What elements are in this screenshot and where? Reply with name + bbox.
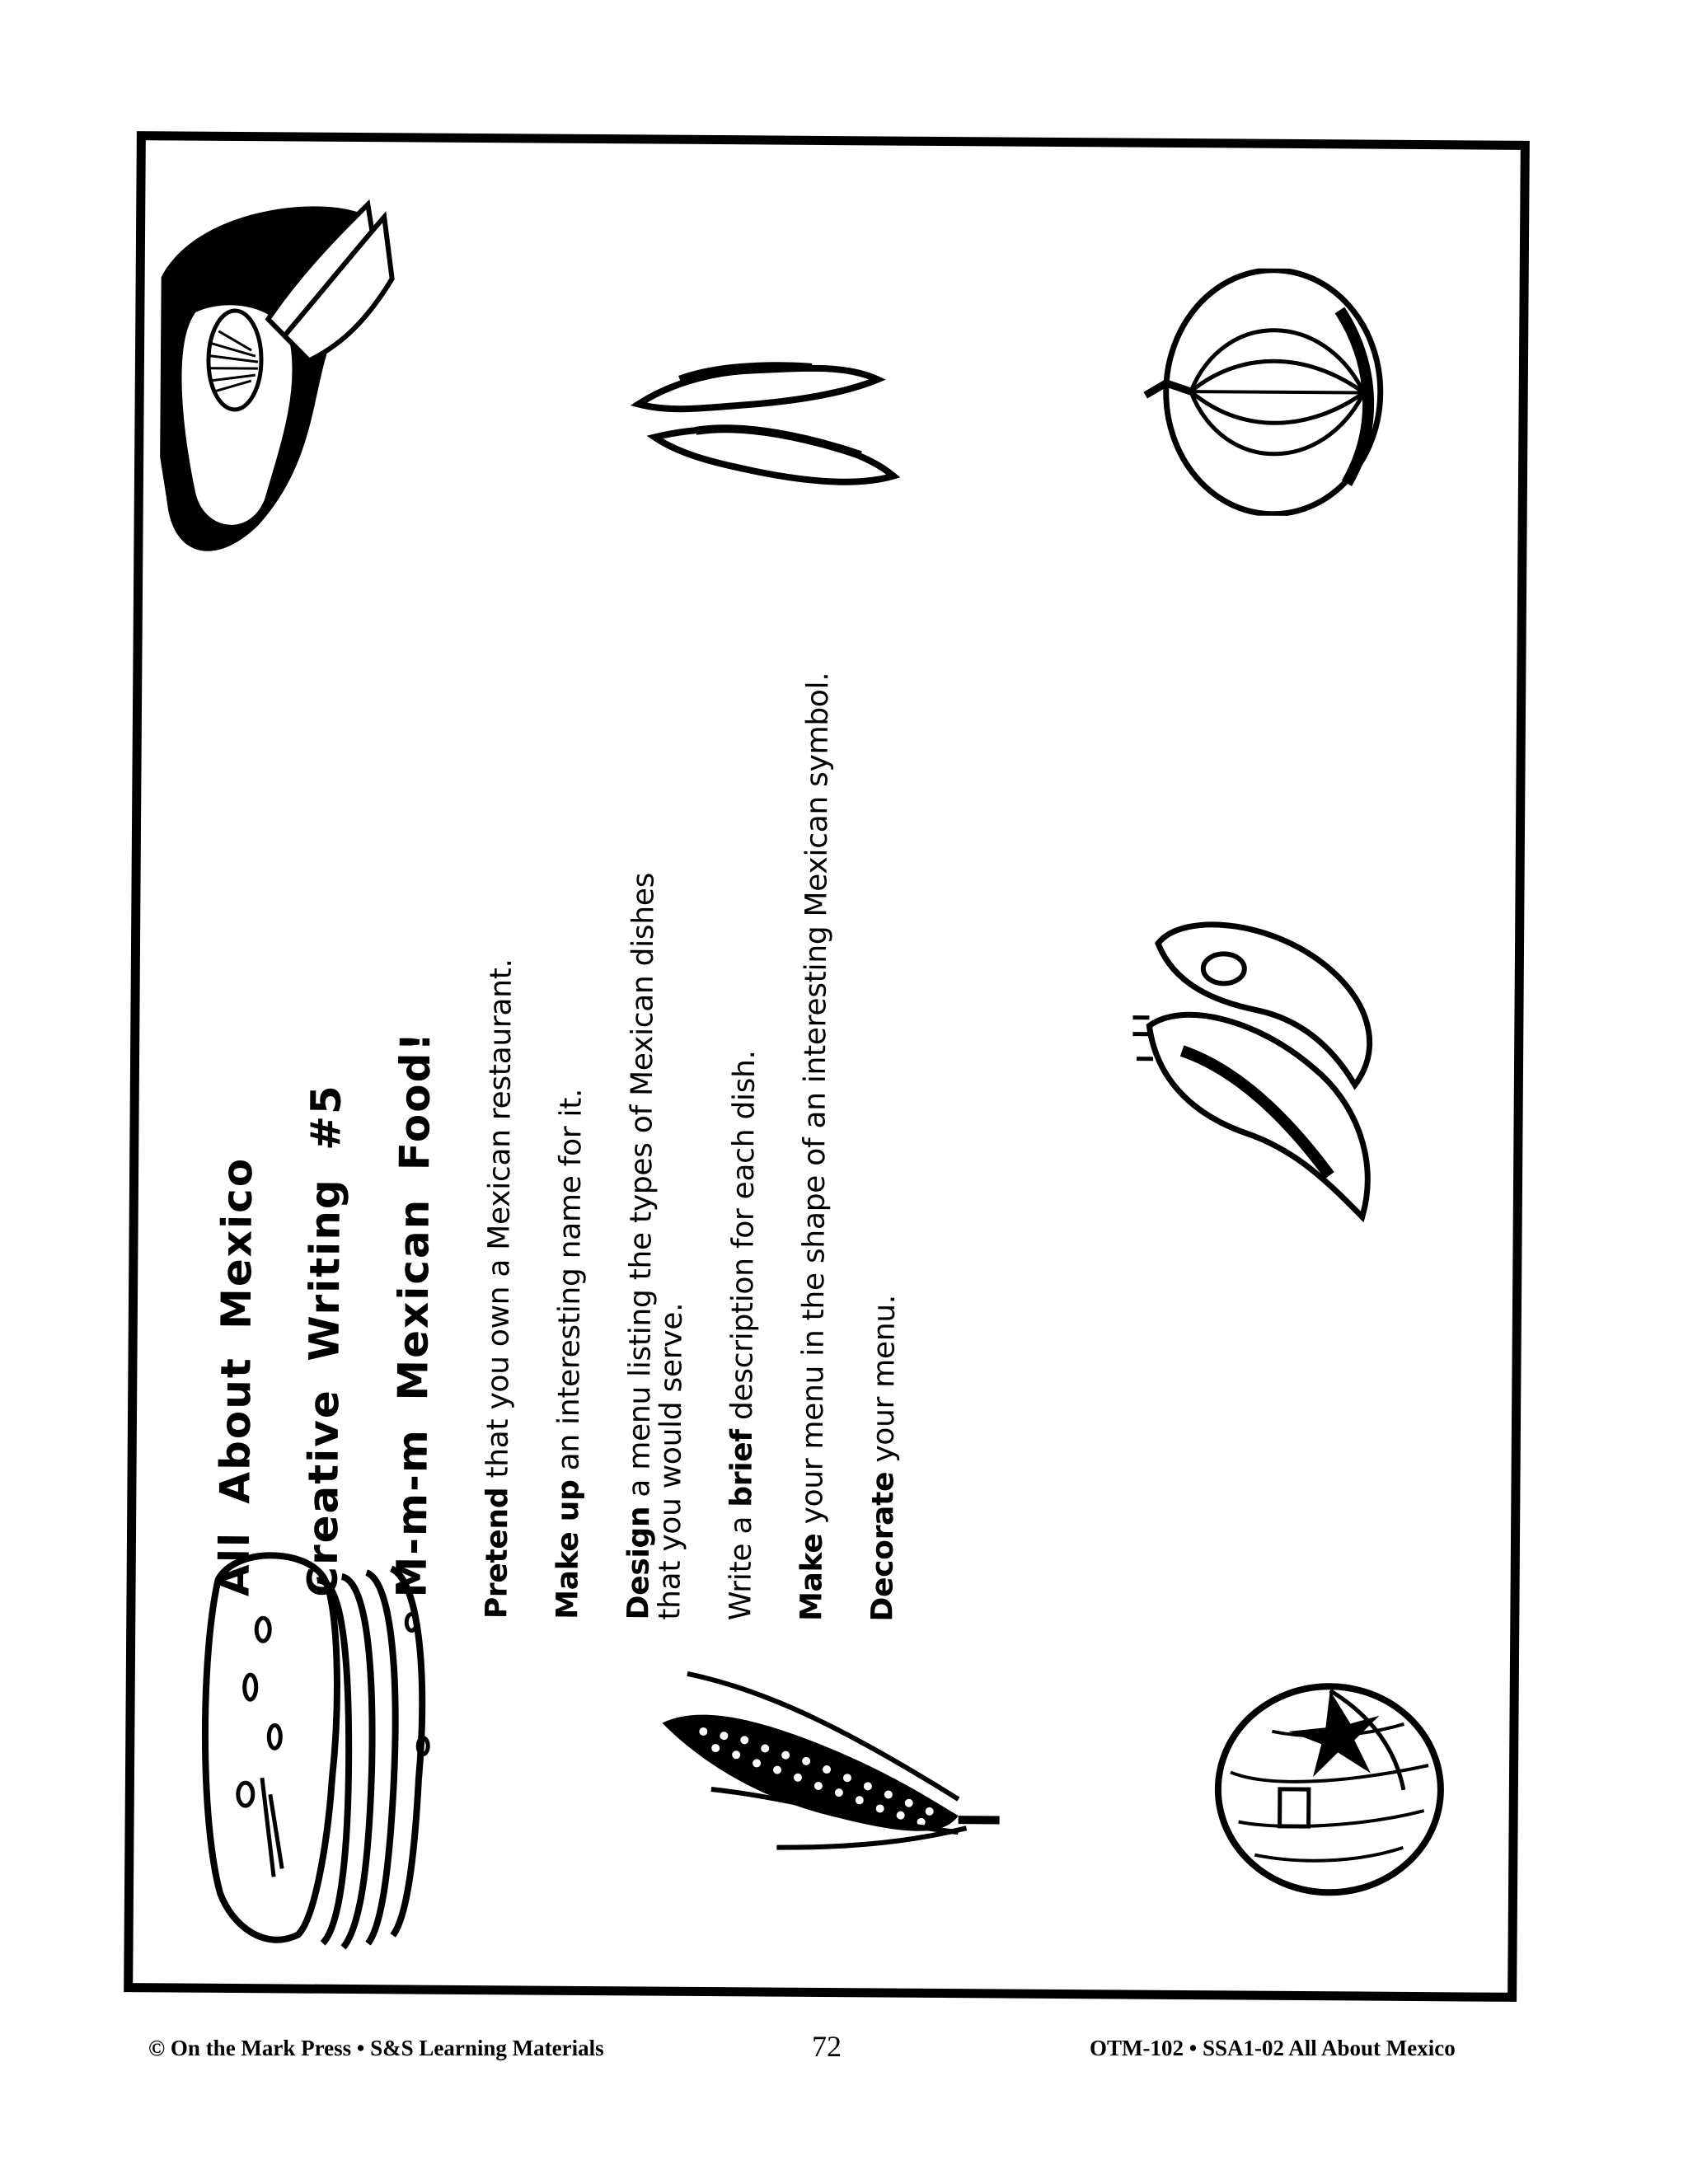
instructions-list	[481, 588, 945, 1622]
instruction-item	[867, 591, 906, 1621]
bell-pepper-icon	[1131, 894, 1414, 1258]
chili-pepper-icon	[629, 354, 960, 538]
instruction-verb: Pretend	[480, 1487, 515, 1619]
avocado-icon	[159, 162, 459, 593]
series-title: All About Mexico	[210, 1156, 262, 1597]
instruction-item	[796, 591, 835, 1621]
instruction-text: a menu listing the types of Mexican dishes that you would serve.	[622, 872, 689, 1620]
instruction-text: an interesting name for it.	[551, 1088, 588, 1480]
instruction-text: description for each dish.	[724, 1050, 762, 1430]
title-block	[193, 607, 459, 1598]
tortilla-stack-icon	[182, 1539, 466, 1969]
instruction-text: your menu.	[866, 1294, 903, 1472]
instruction-item	[481, 588, 520, 1619]
instruction-emphasis: brief	[724, 1429, 759, 1507]
instruction-text: your menu in the shape of an interesting Mexican symbol.	[795, 672, 836, 1534]
activity-title: Creative Writing #5	[298, 1084, 350, 1597]
instruction-item	[552, 589, 591, 1619]
worksheet-content	[133, 140, 1521, 1993]
instruction-verb: Make up	[551, 1479, 586, 1619]
instruction-text: Write a	[724, 1507, 759, 1621]
instruction-verb: Decorate	[865, 1471, 901, 1622]
instruction-text: that you own a Mexican restaurant.	[481, 958, 518, 1488]
footer-page-number: 72	[812, 2030, 842, 2063]
worksheet-border	[124, 131, 1530, 2002]
footer-publisher: © On the Mark Press • S&S Learning Materials	[148, 2036, 604, 2060]
pumpkin-icon	[1132, 268, 1398, 517]
instruction-verb: Make	[795, 1533, 830, 1622]
footer-product-code: OTM-102 • SSA1-02 All About Mexico	[1090, 2036, 1456, 2060]
corn-cob-icon	[645, 1607, 1026, 1923]
instruction-item	[623, 845, 692, 1620]
topic-title: M-m-m Mexican Food!	[387, 1030, 440, 1598]
tomato-icon	[1205, 1665, 1454, 1914]
instruction-verb: Design	[621, 1506, 657, 1620]
instruction-item	[725, 590, 764, 1620]
